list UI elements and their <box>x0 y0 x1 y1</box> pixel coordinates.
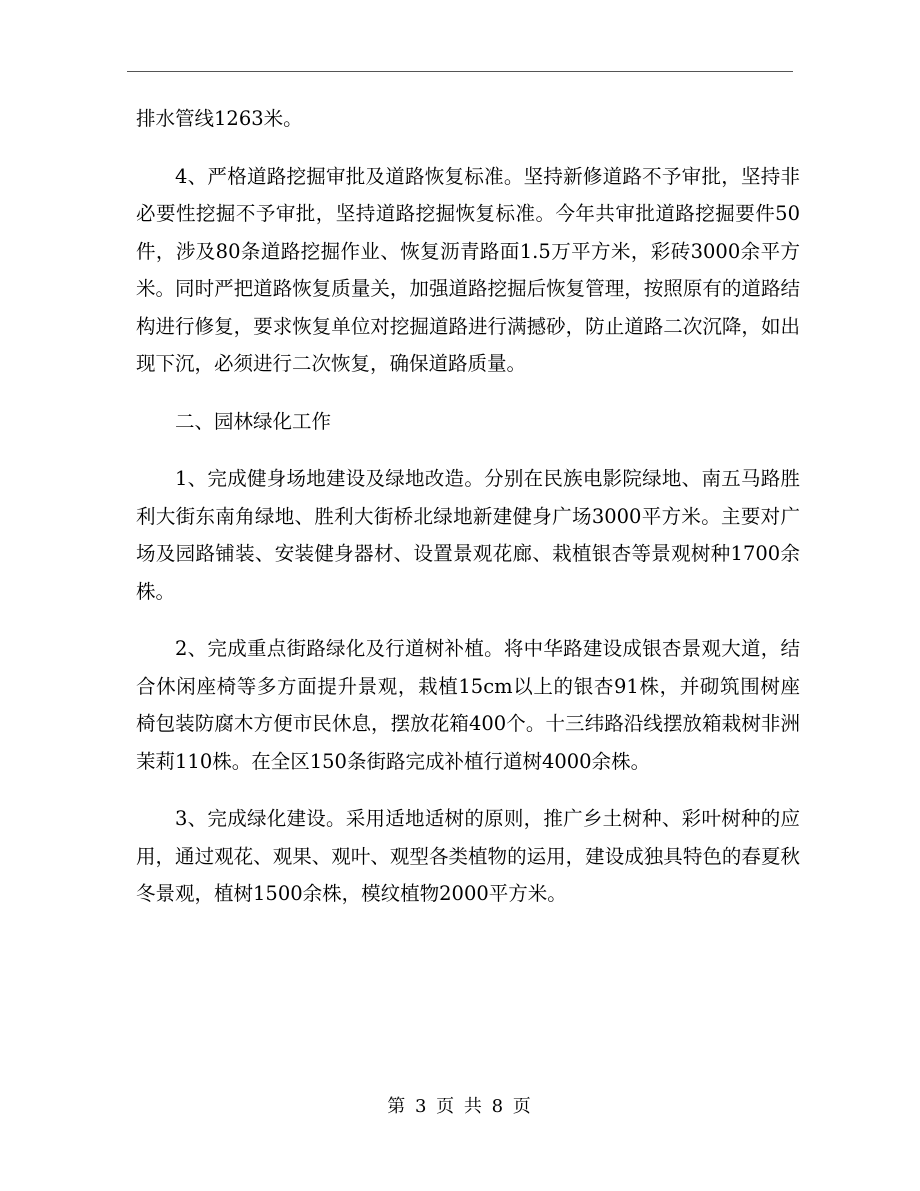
paragraph-continuation: 排水管线1263米。 <box>136 107 303 130</box>
paragraph-greening-construction: 3、完成绿化建设。采用适地适树的原则，推广乡土树种、彩叶树种的应用，通过观花、观果、观叶、观型各类植物的运用，建设成独具特色的春夏秋冬景观，植树1500余株，模纹植物2000平方米。 <box>136 807 800 905</box>
section-heading-landscaping: 二、园林绿化工作 <box>175 409 332 433</box>
paragraph-fitness-sites: 1、完成健身场地建设及绿地改造。分别在民族电影院绿地、南五马路胜利大街东南角绿地、胜利大街桥北绿地新建健身广场3000平方米。主要对广场及园路铺装、安装健身器材、设置景观花廊、栽植银杏等景观树种1700余株。 <box>136 467 800 603</box>
header-rule <box>127 71 793 72</box>
paragraph-road-excavation: 4、严格道路挖掘审批及道路恢复标准。坚持新修道路不予审批，坚持非必要性挖掘不予审批，坚持道路挖掘恢复标准。今年共审批道路挖掘要件50件，涉及80条道路挖掘作业、恢复沥青路面1.5万平方米，彩砖3000余平方米。同时严把道路恢复质量关，加强道路挖掘后恢复管理，按照原有的道路结构进行修复，要求恢复单位对挖掘道路进行满撼砂，防止道路二次沉降，如出现下沉，必须进行二次恢复，确保道路质量。 <box>136 164 800 375</box>
page-number-footer: 第 3 页 共 8 页 <box>387 1096 533 1117</box>
document-body <box>136 100 800 913</box>
paragraph-street-greening: 2、完成重点街路绿化及行道树补植。将中华路建设成银杏景观大道，结合休闲座椅等多方面提升景观，栽植15cm以上的银杏91株，并砌筑围树座椅包装防腐木方便市民休息，摆放花箱400个。十三纬路沿线摆放箱栽树非洲茉莉110株。在全区150条街路完成补植行道树4000余株。 <box>136 637 800 773</box>
